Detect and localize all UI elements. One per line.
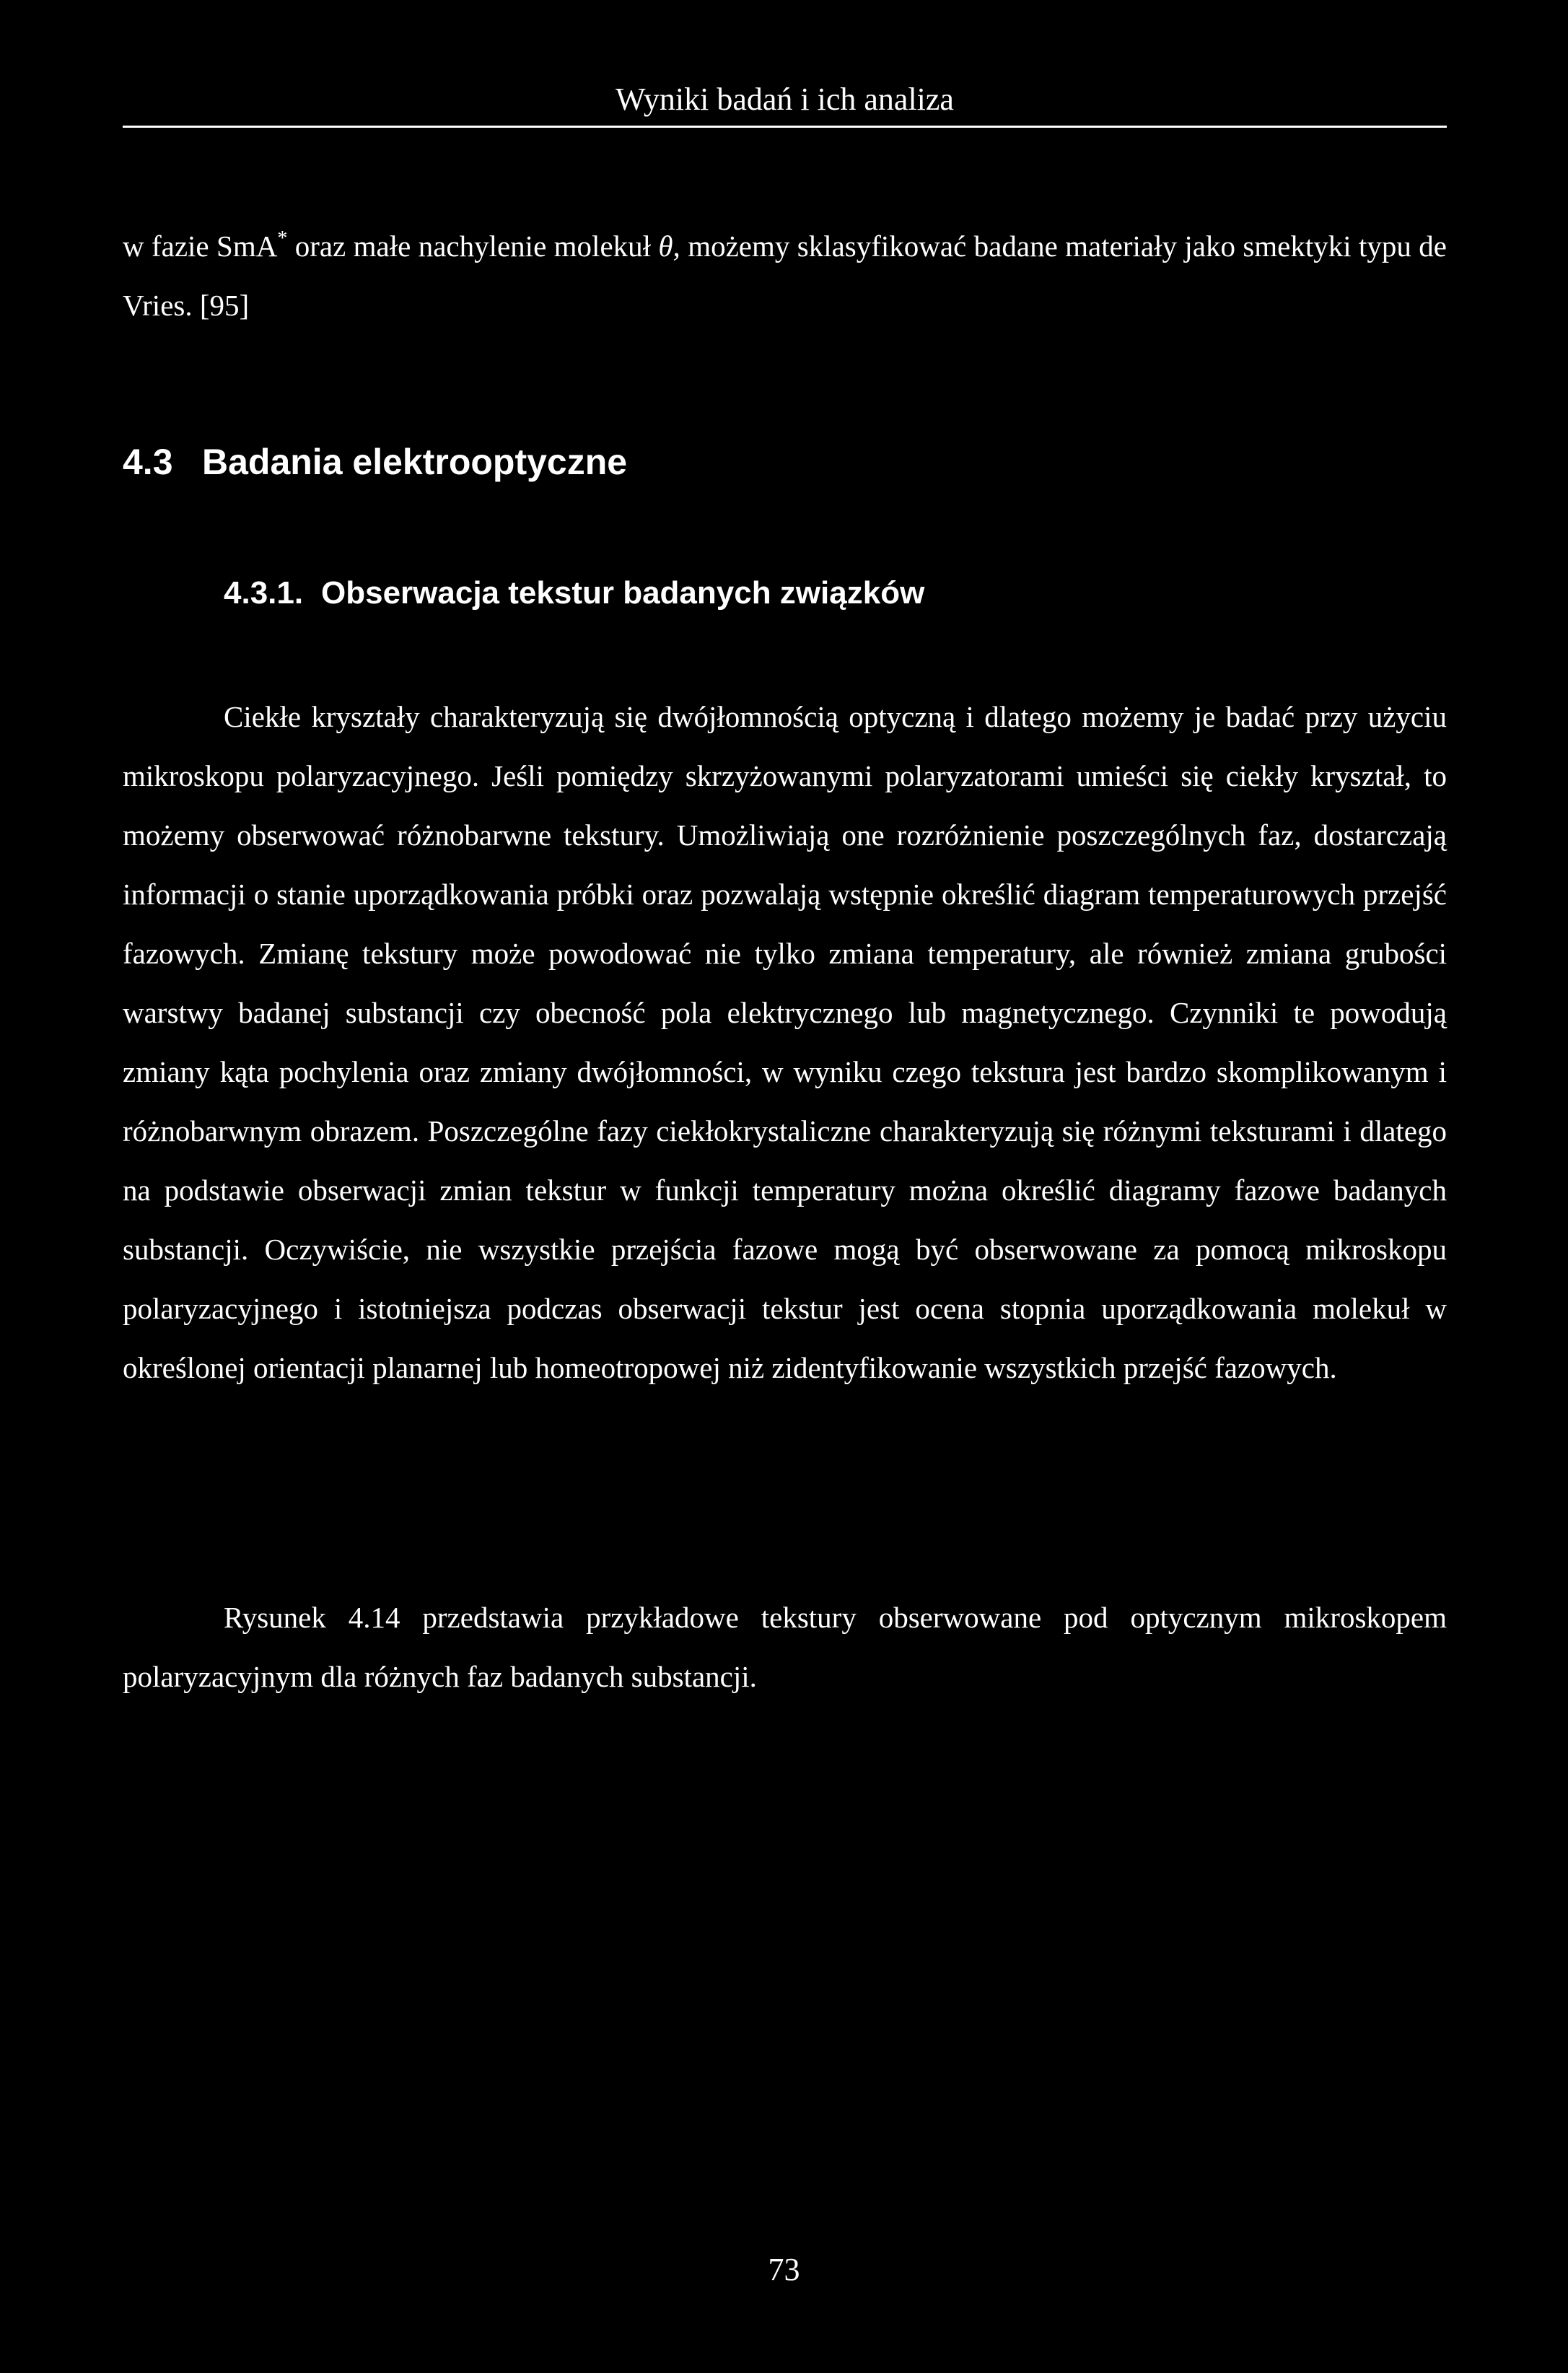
subsection-heading bbox=[224, 570, 924, 616]
subsection-title: Obserwacja tekstur badanych związków bbox=[321, 575, 925, 611]
body-paragraph-block bbox=[123, 687, 1447, 1397]
page-number: 73 bbox=[768, 2252, 800, 2287]
superscript-asterisk: * bbox=[277, 227, 288, 250]
section-title: Badania elektrooptyczne bbox=[202, 442, 628, 482]
intro-text-end: możemy sklasyfikować badane materiały jako smektyki typu de Vries. [95] bbox=[123, 230, 1447, 322]
theta-symbol: θ, bbox=[658, 230, 680, 263]
body-paragraph: Ciekłe kryształy charakteryzują się dwójłomnością optyczną i dlatego możemy je badać przy użyciu mikroskopu polaryzacyjnego. Jeśli pomiędzy skrzyżowanymi polaryzatorami umieści się ciekły kryształ, to możemy obserwować różnobarwne tekstury. Umożliwiają one rozróżnienie poszczególnych faz, dostarczają informacji o stanie uporządkowania próbki oraz pozwalają wstępnie określić diagram temperaturowych przejść fazowych. Zmianę tekstury może powodować nie tylko zmiana temperatury, ale również zmiana grubości warstwy badanej substancji czy obecność pola elektrycznego lub magnetycznego. Czynniki te powodują zmiany kąta pochylenia oraz zmiany dwójłomności, w wyniku czego tekstura jest bardzo skomplikowanym i różnobarwnym obrazem. Poszczególne fazy ciekłokrystaliczne charakteryzują się różnymi teksturami i dlatego na podstawie obserwacji zmian tekstur w funkcji temperatury można określić diagramy fazowe badanych substancji. Oczywiście, nie wszystkie przejścia fazowe mogą być obserwowane za pomocą mikroskopu polaryzacyjnego i istotniejsza podczas obserwacji tekstur jest ocena stopnia uporządkowania molekuł w określonej orientacji planarnej lub homeotropowej niż zidentyfikowanie wszystkich przejść fazowych. bbox=[123, 700, 1447, 1384]
figure-reference-paragraph: Rysunek 4.14 przedstawia przykładowe tekstury obserwowane pod optycznym mikroskopem polaryzacyjnym dla różnych faz badanych substancji. bbox=[123, 1601, 1447, 1693]
intro-text-middle: oraz małe nachylenie molekuł bbox=[287, 230, 659, 263]
intro-text-start: w fazie SmA bbox=[123, 230, 278, 263]
intro-paragraph-block bbox=[123, 217, 1447, 335]
section-number: 4.3 bbox=[123, 442, 173, 482]
subsection-number: 4.3.1. bbox=[224, 575, 304, 611]
figure-reference-paragraph-block bbox=[123, 1588, 1447, 1706]
header-divider bbox=[123, 126, 1447, 128]
running-header: Wyniki badań i ich analiza bbox=[616, 82, 954, 117]
section-heading bbox=[123, 437, 627, 487]
intro-paragraph bbox=[123, 217, 1447, 335]
